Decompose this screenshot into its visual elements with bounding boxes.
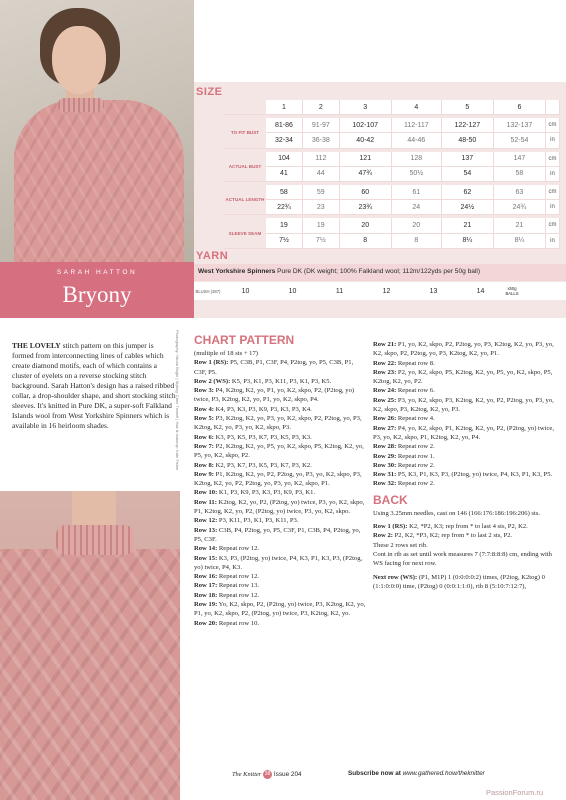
size-value-cell: 132-137 bbox=[494, 118, 546, 133]
size-value-cell: 24½ bbox=[442, 200, 494, 215]
yarn-spec: Pure DK (DK weight; 100% Falkland wool; 112m/122yds per 50g ball) bbox=[275, 268, 481, 275]
row-text: P4, yo, K2, skpo, P1, K2tog, K2, yo, P2, (P2tog, yo) twice, P3, yo, K2, skpo, P1, K2tog, K2, yo, P4. bbox=[373, 424, 554, 441]
size-value-cell: 40-42 bbox=[340, 133, 392, 148]
size-unit-cell: in bbox=[546, 167, 560, 182]
size-value-cell: 22¾ bbox=[266, 200, 303, 215]
back-next-row bbox=[373, 573, 559, 592]
size-value-cell: 48-50 bbox=[442, 133, 494, 148]
row-text: Repeat row 2. bbox=[396, 480, 435, 488]
size-unit-cell bbox=[546, 100, 560, 115]
yarn-quantity: 13 bbox=[429, 287, 438, 295]
pattern-row bbox=[373, 414, 559, 423]
pattern-row bbox=[373, 359, 559, 368]
pattern-row bbox=[194, 377, 366, 386]
size-unit-cell: in bbox=[546, 200, 560, 215]
pattern-row bbox=[373, 396, 559, 415]
yarn-quantity: 10 bbox=[288, 287, 297, 295]
size-value-cell: 50½ bbox=[392, 167, 442, 182]
size-value-cell: 19 bbox=[266, 218, 303, 233]
row-text: Repeat row 12. bbox=[217, 545, 260, 553]
size-value-cell: 60 bbox=[340, 185, 392, 200]
back-rib-note: These 2 rows set rib. bbox=[373, 541, 428, 549]
size-header-cell: 6 bbox=[494, 100, 546, 115]
pattern-row bbox=[373, 461, 559, 470]
row-label: Row 7: bbox=[194, 442, 214, 450]
back-rib-rows bbox=[373, 522, 559, 541]
row-label: Row 8: bbox=[194, 461, 214, 469]
row-text: Repeat row 6. bbox=[396, 387, 435, 395]
row-text: Repeat row 4. bbox=[396, 415, 435, 423]
sweater-closeup-photo bbox=[0, 491, 180, 800]
pattern-row bbox=[194, 600, 366, 619]
pattern-row bbox=[373, 452, 559, 461]
row-label: Row 32: bbox=[373, 480, 397, 488]
row-label: Row 2 (WS): bbox=[194, 377, 231, 385]
size-unit-cell: cm bbox=[546, 218, 560, 233]
pattern-row bbox=[194, 358, 366, 377]
size-value-cell: 44 bbox=[303, 167, 340, 182]
size-value-cell: 121 bbox=[340, 152, 392, 167]
row-label: Row 25: bbox=[373, 396, 397, 404]
size-value-cell: 7½ bbox=[303, 234, 340, 249]
pattern-row bbox=[194, 470, 366, 489]
row-text: P5, K3, P1, K3, P3, (P2tog, yo) twice, P4, K3, P1, K3, P5. bbox=[396, 471, 553, 479]
row-label: Row 15: bbox=[194, 554, 218, 562]
pattern-row bbox=[194, 554, 366, 573]
photo-credit bbox=[175, 330, 188, 490]
pattern-row bbox=[194, 405, 366, 414]
intro-text bbox=[12, 341, 176, 431]
chart-pattern-heading: CHART PATTERN bbox=[194, 333, 295, 347]
sweater-image bbox=[14, 100, 184, 262]
pattern-row bbox=[194, 498, 366, 517]
row-text: K2, *P2, K3; rep from * to last 4 sts, P2, K2. bbox=[407, 523, 528, 531]
size-row-label: ACTUAL BUST bbox=[224, 152, 266, 182]
intro-body: stitch pattern on this jumper is formed from interconnecting lines of cables which create diamond motifs, each of which contains a cluster of eyelets on a reverse stocking stitch background. Sarah Hatton's design has a raised ribbed collar, a drop-shoulder shape, and short stocking stitch sleeves. It's knitted in Pure DK, a super-soft Falkland Islands wool from West Yorkshire Spinners which is available in 16 heirloom shades. bbox=[12, 341, 176, 430]
size-value-cell: 21 bbox=[442, 218, 494, 233]
chart-pattern-column bbox=[194, 333, 366, 628]
pattern-row bbox=[194, 591, 366, 600]
size-value-cell: 104 bbox=[266, 152, 303, 167]
subscribe-text: Subscribe now at bbox=[348, 770, 403, 777]
yarn-quantity: 14 bbox=[476, 287, 485, 295]
row-label: Row 2: bbox=[373, 532, 393, 540]
row-label: Row 19: bbox=[194, 601, 218, 609]
size-value-cell: 122-127 bbox=[442, 118, 494, 133]
row-label: Row 28: bbox=[373, 443, 397, 451]
row-text: K3, P3, (P2tog, yo) twice, P4, K3, P1, K3, P3, (P2tog, yo) twice, P4, K3. bbox=[194, 554, 363, 571]
size-value-cell: 91-97 bbox=[303, 118, 340, 133]
size-header-cell: 1 bbox=[266, 100, 303, 115]
row-label: Row 14: bbox=[194, 545, 218, 553]
pattern-row bbox=[194, 488, 366, 497]
row-label: Row 6: bbox=[194, 433, 214, 441]
pattern-row bbox=[373, 522, 559, 531]
collar-shape bbox=[58, 98, 104, 112]
photo-credit-text: Photography: Nicola Bogie | Styling: Clare Trowell | Hair & makeup: Kate Fisher bbox=[175, 330, 180, 471]
row-label: Row 18: bbox=[194, 591, 218, 599]
row-label: Row 23: bbox=[373, 368, 397, 376]
row-text: (P1, M1P) 1 (0:0:0:0:2) times, (P2tog, K2tog) 0 (1:1:0:0:0) time, (P2tog) 0 (0:0:1:1:0), rib 8 (5:10:7:12:7), bbox=[373, 573, 545, 590]
size-table bbox=[224, 100, 560, 249]
pattern-row bbox=[194, 516, 366, 525]
footer-magazine bbox=[232, 770, 302, 779]
size-value-cell: 21 bbox=[494, 218, 546, 233]
size-value-cell: 147 bbox=[494, 152, 546, 167]
face-shape bbox=[52, 26, 106, 94]
pattern-row bbox=[194, 461, 366, 470]
size-value-cell: 41 bbox=[266, 167, 303, 182]
row-text: Repeat row 13. bbox=[217, 582, 260, 590]
size-unit-cell: in bbox=[546, 234, 560, 249]
size-value-cell: 52-54 bbox=[494, 133, 546, 148]
row-label: Row 29: bbox=[373, 452, 397, 460]
subscribe-link[interactable]: www.gathered.how/theknitter bbox=[402, 770, 485, 777]
designer-name: SARAH HATTON bbox=[56, 269, 138, 276]
size-unit-cell: in bbox=[546, 133, 560, 148]
size-value-cell: 23¾ bbox=[340, 200, 392, 215]
size-value-cell: 102-107 bbox=[340, 118, 392, 133]
size-value-cell: 63 bbox=[494, 185, 546, 200]
size-value-cell: 44-46 bbox=[392, 133, 442, 148]
row-label: Row 26: bbox=[373, 415, 397, 423]
row-text: K3, P3, K5, P3, K7, P3, K5, P3, K3. bbox=[213, 433, 312, 441]
row-text: K2tog, K2, yo, P2, (P2tog, yo) twice, P3, yo, K2, skpo, P1, K2tog, K2, yo, P2, (P2tog, yo) twice, P3, yo, K2, skpo. bbox=[194, 498, 365, 516]
size-unit-cell: cm bbox=[546, 118, 560, 133]
row-text: Repeat row 12. bbox=[217, 573, 260, 581]
pattern-row bbox=[373, 340, 559, 359]
yarn-quantity: 12 bbox=[382, 287, 391, 295]
row-label: Row 24: bbox=[373, 387, 397, 395]
row-text: P2, K2tog, K2, yo, P5, yo, K2, skpo, P5, K2tog, K2, yo, P5, yo, K2, skpo, P2. bbox=[194, 442, 364, 460]
pattern-row bbox=[373, 479, 559, 488]
row-label: Row 12: bbox=[194, 517, 218, 525]
row-label: Row 9: bbox=[194, 470, 214, 478]
pattern-row bbox=[373, 531, 559, 540]
row-label: Row 13: bbox=[194, 526, 218, 534]
row-text: P2, K2, *P3, K2; rep from * to last 2 sts, P2. bbox=[392, 532, 513, 540]
row-text: Yo, K2, skpo, P2, (P2tog, yo) twice, P3, K2tog, K2, yo, P1, yo, K2, skpo, P2, (P2tog, yo) twice, P3, K2tog, K2, yo. bbox=[194, 601, 366, 618]
row-text: P2, yo, K2, skpo, P5, K2tog, K2, yo, P5, yo, K2, skpo, P5, K2tog, K2, yo, P2. bbox=[373, 368, 553, 386]
row-text: Repeat row 2. bbox=[396, 461, 435, 469]
row-text: P3, K11, P3, K1, P3, K11, P3. bbox=[217, 517, 299, 525]
yarn-quantity-row bbox=[194, 282, 566, 300]
row-text: Repeat row 8. bbox=[396, 359, 435, 367]
size-value-cell: 137 bbox=[442, 152, 494, 167]
size-value-cell: 47¾ bbox=[340, 167, 392, 182]
watermark: PassionForum.ru bbox=[486, 788, 544, 797]
row-text: K2, P3, K7, P3, K5, P3, K7, P3, K2. bbox=[213, 461, 312, 469]
chart-pattern-subtitle: (multiple of 18 sts + 17) bbox=[194, 350, 258, 357]
chart-rows-continued bbox=[373, 340, 559, 489]
pattern-name: Bryony bbox=[62, 282, 132, 307]
row-text: P1, yo, K2, skpo, P2, P2tog, yo, P3, K2tog, K2, yo, P3, yo, K2, skpo, P2, P2tog, yo, P3, K2tog, K2, yo, P1. bbox=[373, 341, 554, 358]
size-value-cell: 8 bbox=[340, 234, 392, 249]
pattern-row bbox=[373, 442, 559, 451]
yarn-brand: West Yorkshire Spinners bbox=[198, 268, 276, 275]
row-text: P1, K2tog, K2, yo, P2, P2tog, yo, P3, yo, K2, skpo, P3, K2tog, K2, yo, P2, P2tog, yo, P3, yo, K2, skpo, P1. bbox=[194, 470, 362, 488]
yarn-quantity: 10 bbox=[241, 287, 250, 295]
row-text: K5, P3, K1, P3, K11, P3, K1, P3, K5. bbox=[230, 377, 332, 385]
size-header-cell: 4 bbox=[392, 100, 442, 115]
intro-lead: THE LOVELY bbox=[12, 341, 61, 350]
row-text: P3, K2tog, K2, yo, P3, yo, K2, skpo, P2, P2tog, yo, P3, K2tog, K2, yo, P3, yo, K2, skpo, P3. bbox=[194, 415, 362, 432]
size-value-cell: 112 bbox=[303, 152, 340, 167]
row-text: Repeat row 12. bbox=[217, 591, 260, 599]
pattern-row bbox=[194, 619, 366, 628]
row-text: P4, K2tog, K2, yo, P1, yo, K2, skpo, P2, (P2tog, yo) twice, P3, K2tog, K2, yo, P1, yo, K2, skpo, P4. bbox=[194, 387, 355, 404]
back-heading: BACK bbox=[373, 492, 408, 507]
row-label: Row 22: bbox=[373, 359, 397, 367]
yarn-quantity: 11 bbox=[335, 287, 344, 295]
row-label: Row 10: bbox=[194, 489, 218, 497]
size-value-cell: 8¼ bbox=[442, 234, 494, 249]
row-label: Row 31: bbox=[373, 471, 397, 479]
pattern-continued-column bbox=[373, 340, 559, 591]
back-measure-note: Cont in rib as set until work measures 7 (7:7:8:8:8) cm, ending with WS facing for next row. bbox=[373, 550, 552, 568]
size-value-cell: 24¾ bbox=[494, 200, 546, 215]
collar-shape bbox=[56, 525, 134, 555]
row-label: Row 20: bbox=[194, 619, 218, 627]
size-value-cell: 24 bbox=[392, 200, 442, 215]
size-value-cell: 112-117 bbox=[392, 118, 442, 133]
row-text: Repeat row 2. bbox=[396, 443, 435, 451]
size-value-cell: 58 bbox=[266, 185, 303, 200]
row-label: Row 4: bbox=[194, 405, 214, 413]
size-value-cell: 32-34 bbox=[266, 133, 303, 148]
yarn-colour-label: BLUSH (287) bbox=[195, 288, 221, 294]
size-value-cell: 8¼ bbox=[494, 234, 546, 249]
pattern-row bbox=[194, 572, 366, 581]
size-value-cell: 23 bbox=[303, 200, 340, 215]
issue-number: Issue 204 bbox=[273, 771, 302, 779]
size-unit-cell: cm bbox=[546, 152, 560, 167]
row-text: K1, P3, K9, P3, K3, P3, K9, P3, K1. bbox=[217, 489, 316, 497]
row-label: Row 5: bbox=[194, 415, 214, 423]
size-header-cell: 5 bbox=[442, 100, 494, 115]
size-row-label: TO FIT BUST bbox=[224, 118, 266, 148]
pattern-row bbox=[373, 470, 559, 479]
size-header-cell: 3 bbox=[340, 100, 392, 115]
size-value-cell: 81-86 bbox=[266, 118, 303, 133]
row-text: P5, C3B, P1, C3F, P4, P2tog, yo, P5, C3B, P1, C3F, P5. bbox=[194, 359, 354, 376]
page-number: 38 bbox=[264, 771, 271, 777]
row-label: Row 17: bbox=[194, 582, 218, 590]
row-label: Row 1 (RS): bbox=[194, 359, 229, 367]
pattern-row bbox=[194, 544, 366, 553]
pattern-row bbox=[373, 424, 559, 443]
size-row-label: ACTUAL LENGTH bbox=[224, 185, 266, 215]
yarn-unit: x50g BALLS bbox=[505, 286, 519, 296]
row-label: Row 1 (RS): bbox=[373, 523, 408, 531]
magazine-name: The Knitter bbox=[232, 771, 262, 779]
footer-subscribe bbox=[348, 770, 485, 777]
size-value-cell: 54 bbox=[442, 167, 494, 182]
size-value-cell: 61 bbox=[392, 185, 442, 200]
pattern-row bbox=[373, 368, 559, 387]
size-value-cell: 58 bbox=[494, 167, 546, 182]
model-photo-top bbox=[0, 0, 194, 262]
row-label: Row 27: bbox=[373, 424, 397, 432]
yarn-heading: YARN bbox=[196, 250, 229, 262]
pattern-row bbox=[194, 581, 366, 590]
size-value-cell: 36-38 bbox=[303, 133, 340, 148]
row-label: Row 16: bbox=[194, 573, 218, 581]
size-value-cell: 59 bbox=[303, 185, 340, 200]
row-text: P3, yo, K2, skpo, P3, K2tog, K2, yo, P2, P2tog, yo, P3, yo, K2, skpo, P3, K2tog, K2, yo, P3. bbox=[373, 396, 554, 414]
row-label: Row 30: bbox=[373, 461, 397, 469]
pattern-row bbox=[194, 442, 366, 461]
size-value-cell: 20 bbox=[392, 218, 442, 233]
back-cast-on: Using 3.25mm needles, cast on 146 (166:176:186:196:206) sts. bbox=[373, 509, 541, 517]
size-header-cell: 2 bbox=[303, 100, 340, 115]
row-label: Next row (WS): bbox=[373, 573, 418, 581]
size-value-cell: 7½ bbox=[266, 234, 303, 249]
pattern-row bbox=[194, 433, 366, 442]
size-value-cell: 128 bbox=[392, 152, 442, 167]
size-value-cell: 62 bbox=[442, 185, 494, 200]
size-value-cell: 19 bbox=[303, 218, 340, 233]
row-text: Repeat row 10. bbox=[217, 619, 260, 627]
row-label: Row 21: bbox=[373, 341, 397, 348]
row-label: Row 11: bbox=[194, 498, 217, 506]
size-row-label: SLEEVE SEAM bbox=[224, 218, 266, 248]
row-text: K4, P3, K3, P3, K9, P3, K3, P3, K4. bbox=[213, 405, 312, 413]
pattern-row bbox=[194, 386, 366, 405]
pattern-row bbox=[194, 526, 366, 545]
size-unit-cell: cm bbox=[546, 185, 560, 200]
size-value-cell: 8 bbox=[392, 234, 442, 249]
pattern-row bbox=[194, 414, 366, 433]
size-heading: SIZE bbox=[196, 86, 223, 98]
pattern-row bbox=[373, 386, 559, 395]
size-corner bbox=[224, 100, 266, 115]
knit-texture bbox=[0, 549, 180, 800]
size-value-cell: 20 bbox=[340, 218, 392, 233]
row-text: Repeat row 1. bbox=[396, 452, 435, 460]
row-label: Row 3: bbox=[194, 387, 214, 395]
row-text: C3B, P4, P2tog, yo, P5, C3F, P1, C3B, P4, P2tog, yo, P5, C3F. bbox=[194, 526, 361, 543]
yarn-description bbox=[198, 268, 480, 275]
